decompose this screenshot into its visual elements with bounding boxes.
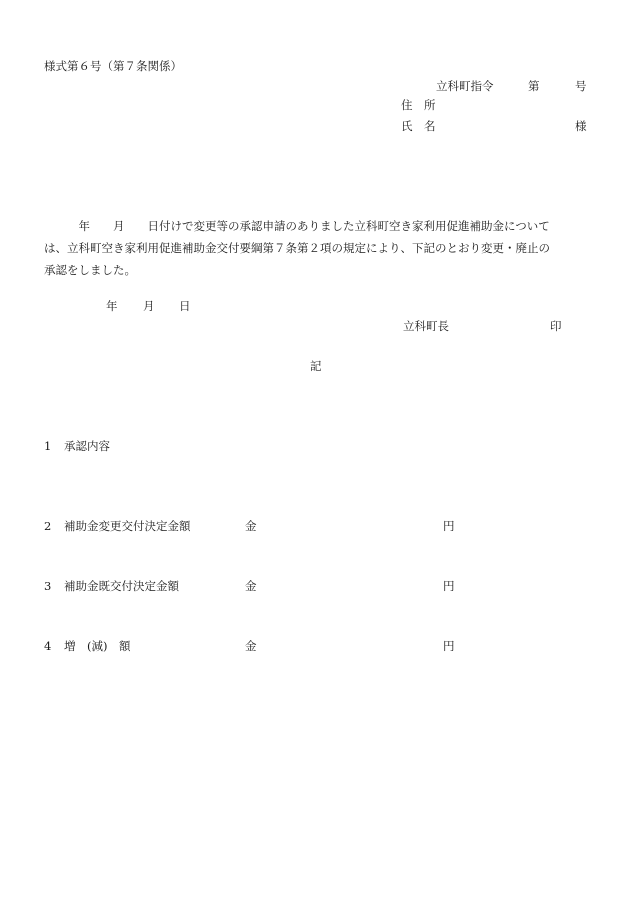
date-year: 年 xyxy=(106,299,118,313)
body-line-1: 年 月 日付けで変更等の承認申請のありました立科町空き家利用促進補助金について xyxy=(44,219,550,233)
ki-heading: 記 xyxy=(310,359,322,373)
item-3-label: 補助金既交付決定金額 xyxy=(64,579,179,593)
item-2-label: 補助金変更交付決定金額 xyxy=(64,519,191,533)
body-paragraph xyxy=(44,215,590,281)
item-1-number: 1 xyxy=(44,439,52,453)
date-month: 月 xyxy=(143,299,155,313)
item-1-label: 承認内容 xyxy=(64,439,110,453)
mayor-title: 立科町長 xyxy=(403,319,449,333)
form-label: 様式第６号（第７条関係） xyxy=(44,59,182,73)
recipient-name-label: 氏 名 xyxy=(401,119,436,133)
item-3-yen: 円 xyxy=(443,579,455,593)
item-4-kin: 金 xyxy=(245,639,257,653)
item-4-number: 4 xyxy=(44,639,52,653)
item-4-label: 増 (減) 額 xyxy=(64,639,131,653)
recipient-address-label: 住 所 xyxy=(401,98,436,112)
body-line-3: 承認をしました。 xyxy=(44,263,136,277)
seal-mark: 印 xyxy=(550,319,562,333)
item-4-yen: 円 xyxy=(443,639,455,653)
item-2-kin: 金 xyxy=(245,519,257,533)
item-2-yen: 円 xyxy=(443,519,455,533)
item-3-kin: 金 xyxy=(245,579,257,593)
issuer-number-go: 号 xyxy=(575,79,587,93)
issuer-number-prefix: 立科町指令 xyxy=(436,79,494,93)
issuer-number-dai: 第 xyxy=(528,79,540,93)
item-3-number: 3 xyxy=(44,579,52,593)
recipient-honorific: 様 xyxy=(575,119,587,133)
date-day: 日 xyxy=(179,299,191,313)
item-2-number: 2 xyxy=(44,519,52,533)
body-line-2: は、立科町空き家利用促進補助金交付要綱第７条第２項の規定により、下記のとおり変更・廃止の xyxy=(44,241,550,255)
